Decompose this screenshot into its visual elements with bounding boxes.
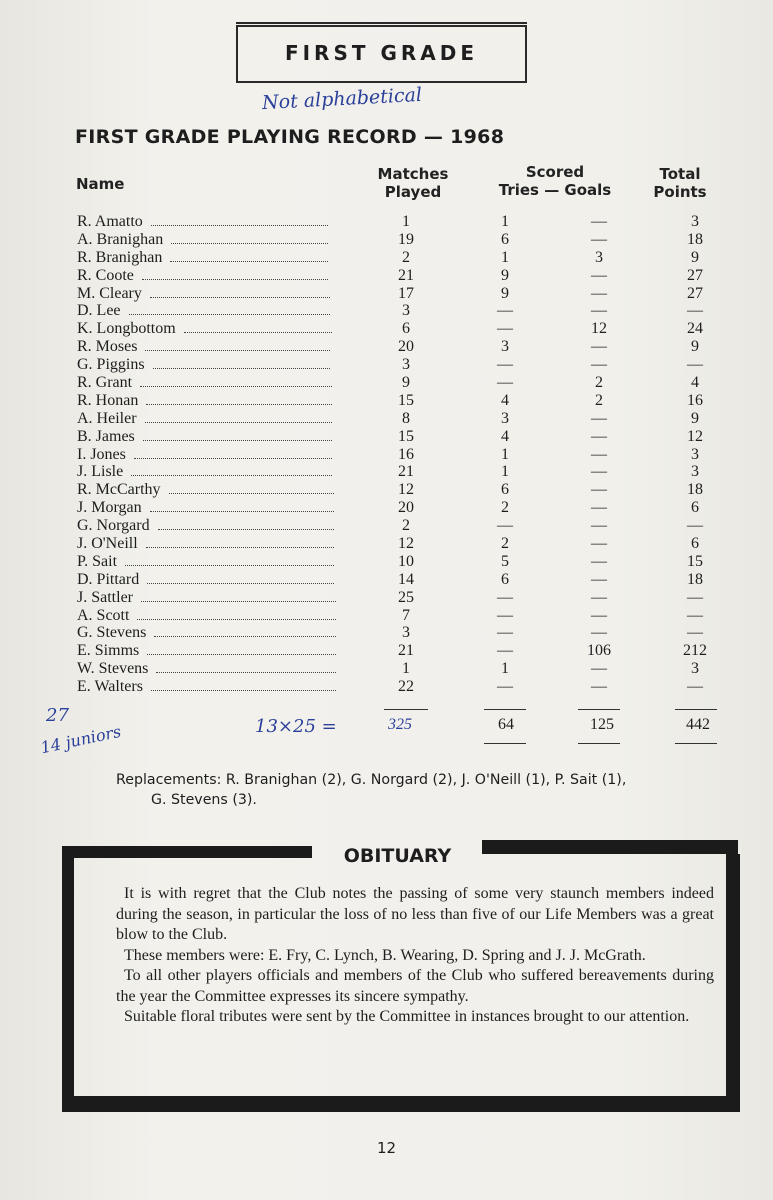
cell-matches: 3 (402, 356, 410, 374)
cell-tries: — (497, 320, 513, 338)
record-title: FIRST GRADE PLAYING RECORD — 1968 (75, 126, 505, 148)
cell-matches: 6 (402, 320, 410, 338)
cell-tries: 1 (501, 248, 509, 266)
replacements-line2: G. Stevens (3). (151, 792, 257, 808)
player-name: D. Lee (77, 302, 121, 320)
total-underline-goals (578, 743, 620, 744)
leader-dots (151, 690, 336, 691)
table-row (0, 374, 773, 392)
cell-goals: — (591, 517, 607, 535)
cell-matches: 1 (402, 660, 410, 678)
cell-goals: — (591, 284, 607, 302)
handwritten-annotation-top: Not alphabetical (261, 83, 423, 115)
table-row (0, 410, 773, 428)
player-name: R. McCarthy (77, 481, 161, 499)
total-rule-goals (578, 709, 620, 710)
obituary-border-left (62, 858, 74, 1098)
cell-goals: — (591, 266, 607, 284)
cell-matches: 7 (402, 606, 410, 624)
obituary-text (116, 884, 714, 1028)
leader-dots (150, 297, 330, 298)
cell-points: 9 (691, 248, 699, 266)
total-underline-points (675, 743, 717, 744)
cell-tries: — (497, 374, 513, 392)
cell-matches: 3 (402, 302, 410, 320)
player-name: B. James (77, 427, 135, 445)
cell-goals: — (591, 588, 607, 606)
cell-points: 27 (687, 266, 703, 284)
player-name: J. Sattler (77, 588, 133, 606)
player-name: D. Pittard (77, 570, 140, 588)
cell-goals: — (591, 660, 607, 678)
cell-tries: — (497, 642, 513, 660)
obituary-bar-left (62, 846, 312, 858)
cell-matches: 9 (402, 374, 410, 392)
cell-tries: 1 (501, 213, 509, 230)
total-tries: 64 (498, 716, 514, 733)
column-header-matches (370, 165, 456, 201)
cell-matches: 20 (398, 499, 414, 517)
leader-dots (131, 475, 332, 476)
leader-dots (158, 529, 334, 530)
table-row (0, 535, 773, 553)
cell-points: 3 (691, 660, 699, 678)
player-name: P. Sait (77, 552, 118, 570)
total-rule-tries (484, 709, 526, 710)
leader-dots (154, 636, 336, 637)
table-row (0, 249, 773, 267)
cell-points: 16 (687, 391, 703, 409)
column-header-matches-line1: Matches (377, 165, 449, 183)
player-name: R. Branighan (77, 248, 163, 266)
cell-points: 9 (691, 338, 699, 356)
player-name: W. Stevens (77, 660, 149, 678)
leader-dots (169, 493, 334, 494)
cell-points: 18 (687, 570, 703, 588)
cell-tries: — (497, 588, 513, 606)
cell-points: 6 (691, 499, 699, 517)
cell-tries: 6 (501, 230, 509, 248)
cell-points: 12 (687, 427, 703, 445)
leader-dots (145, 350, 330, 351)
cell-points: 27 (687, 284, 703, 302)
table-row (0, 571, 773, 589)
player-name: R. Coote (77, 266, 134, 284)
cell-goals: — (591, 356, 607, 374)
cell-goals: — (591, 678, 607, 696)
column-header-total-line1: Total (659, 165, 701, 183)
cell-matches: 25 (398, 588, 414, 606)
total-matches: 325 (388, 716, 412, 733)
cell-tries: 3 (501, 338, 509, 356)
player-name: E. Simms (77, 642, 140, 660)
leader-dots (143, 440, 332, 441)
leader-dots (171, 243, 328, 244)
cell-points: 18 (687, 230, 703, 248)
cell-matches: 20 (398, 338, 414, 356)
player-name: R. Moses (77, 338, 138, 356)
leader-dots (170, 261, 328, 262)
cell-matches: 8 (402, 409, 410, 427)
cell-tries: 5 (501, 552, 509, 570)
cell-goals: 2 (595, 374, 603, 392)
player-name: I. Jones (77, 445, 126, 463)
player-name: R. Grant (77, 374, 133, 392)
handwritten-count: 27 (46, 705, 69, 726)
replacements-note (116, 770, 716, 810)
leader-dots (146, 404, 332, 405)
player-name: J. O'Neill (77, 535, 138, 553)
table-row (0, 267, 773, 285)
cell-matches: 21 (398, 463, 414, 481)
leader-dots (153, 368, 330, 369)
cell-goals: — (591, 302, 607, 320)
cell-matches: 21 (398, 266, 414, 284)
handwritten-formula: 13×25 = (255, 716, 337, 737)
table-row (0, 428, 773, 446)
cell-matches: 2 (402, 248, 410, 266)
total-rule-points (675, 709, 717, 710)
cell-tries: — (497, 624, 513, 642)
obituary-border-right (726, 854, 740, 1096)
header-title: FIRST GRADE (284, 41, 479, 65)
player-name: M. Cleary (77, 284, 142, 302)
cell-points: 4 (691, 374, 699, 392)
obituary-paragraph-4: Suitable floral tributes were sent by the Committee in instances brought to our attention. (124, 1008, 690, 1025)
cell-goals: — (591, 481, 607, 499)
cell-points: 3 (691, 213, 699, 230)
table-row (0, 481, 773, 499)
table-row (0, 338, 773, 356)
table-row (0, 624, 773, 642)
table-row (0, 213, 773, 231)
cell-tries: 1 (501, 445, 509, 463)
table-row (0, 678, 773, 696)
table-row (0, 499, 773, 517)
cell-matches: 22 (398, 678, 414, 696)
cell-goals: — (591, 570, 607, 588)
player-name: R. Honan (77, 391, 139, 409)
leader-dots (140, 386, 332, 387)
cell-goals: — (591, 624, 607, 642)
column-header-scored (480, 163, 630, 199)
cell-goals: — (591, 427, 607, 445)
cell-tries: 1 (501, 660, 509, 678)
table-row (0, 392, 773, 410)
cell-tries: 4 (501, 427, 509, 445)
table-row (0, 463, 773, 481)
obituary-paragraph-2: These members were: E. Fry, C. Lynch, B. Wearing, D. Spring and J. J. McGrath. (124, 946, 646, 964)
replacements-line1: Replacements: R. Branighan (2), G. Norgard (2), J. O'Neill (1), P. Sait (1), (116, 772, 627, 788)
cell-points: — (687, 624, 703, 642)
cell-tries: 4 (501, 391, 509, 409)
cell-tries: 2 (501, 535, 509, 553)
player-name: K. Longbottom (77, 320, 176, 338)
cell-tries: 2 (501, 499, 509, 517)
leader-dots (151, 225, 328, 226)
cell-points: 9 (691, 409, 699, 427)
cell-goals: — (591, 463, 607, 481)
leader-dots (156, 672, 336, 673)
cell-matches: 15 (398, 391, 414, 409)
cell-tries: 1 (501, 463, 509, 481)
cell-goals: — (591, 606, 607, 624)
cell-goals: — (591, 535, 607, 553)
cell-tries: — (497, 606, 513, 624)
cell-goals: 12 (591, 320, 607, 338)
cell-matches: 3 (402, 624, 410, 642)
leader-dots (129, 314, 330, 315)
leader-dots (145, 422, 332, 423)
table-row (0, 517, 773, 535)
playing-record-table (0, 213, 773, 696)
column-header-matches-line2: Played (384, 183, 442, 201)
cell-tries: 9 (501, 266, 509, 284)
leader-dots (146, 547, 334, 548)
leader-dots (125, 565, 334, 566)
player-name: E. Walters (77, 678, 143, 696)
leader-dots (137, 619, 336, 620)
header-box (236, 25, 527, 83)
table-row (0, 302, 773, 320)
cell-matches: 12 (398, 481, 414, 499)
player-name: J. Lisle (77, 463, 124, 481)
table-row (0, 607, 773, 625)
cell-points: 3 (691, 445, 699, 463)
leader-dots (134, 458, 332, 459)
column-header-tries-goals: Tries — Goals (498, 181, 612, 199)
leader-dots (142, 279, 328, 280)
obituary-paragraph-1: It is with regret that the Club notes the passing of some very staunch members indeed during the season, in particular the loss of no less than five of our Life Members was a great blow to the Club. (116, 885, 714, 943)
player-name: G. Piggins (77, 356, 145, 374)
cell-points: — (687, 356, 703, 374)
cell-points: 15 (687, 552, 703, 570)
page-number: 12 (376, 1139, 397, 1157)
obituary-paragraph-3: To all other players officials and members of the Club who suffered bereavements during the year the Committee expresses its sincere sympathy. (116, 967, 714, 1005)
cell-points: 24 (687, 320, 703, 338)
player-name: A. Heiler (77, 409, 137, 427)
player-name: G. Norgard (77, 517, 150, 535)
cell-matches: 1 (402, 213, 410, 230)
total-goals: 125 (590, 716, 614, 733)
cell-tries: 3 (501, 409, 509, 427)
leader-dots (141, 601, 336, 602)
leader-dots (150, 511, 334, 512)
table-row (0, 231, 773, 249)
cell-goals: 3 (595, 248, 603, 266)
cell-tries: — (497, 678, 513, 696)
cell-goals: 106 (587, 642, 611, 660)
cell-points: 18 (687, 481, 703, 499)
cell-matches: 19 (398, 230, 414, 248)
table-row (0, 446, 773, 464)
cell-goals: — (591, 230, 607, 248)
cell-goals: — (591, 409, 607, 427)
total-underline-tries (484, 743, 526, 744)
cell-matches: 16 (398, 445, 414, 463)
leader-dots (147, 583, 334, 584)
cell-goals: — (591, 499, 607, 517)
cell-matches: 14 (398, 570, 414, 588)
cell-tries: — (497, 302, 513, 320)
cell-matches: 15 (398, 427, 414, 445)
leader-dots (184, 332, 332, 333)
cell-matches: 21 (398, 642, 414, 660)
total-points: 442 (686, 716, 710, 733)
table-row (0, 320, 773, 338)
cell-goals: — (591, 552, 607, 570)
column-header-scored-line1: Scored (525, 163, 585, 181)
cell-points: — (687, 678, 703, 696)
cell-tries: — (497, 517, 513, 535)
cell-points: 212 (683, 642, 707, 660)
table-row (0, 589, 773, 607)
cell-goals: 2 (595, 391, 603, 409)
column-header-name: Name (76, 175, 125, 193)
cell-matches: 10 (398, 552, 414, 570)
player-name: A. Scott (77, 606, 130, 624)
column-header-total-line2: Points (653, 183, 707, 201)
cell-points: — (687, 302, 703, 320)
column-header-total (645, 165, 715, 201)
table-row (0, 642, 773, 660)
cell-goals: — (591, 445, 607, 463)
cell-tries: 6 (501, 481, 509, 499)
cell-points: — (687, 606, 703, 624)
table-row (0, 553, 773, 571)
cell-matches: 17 (398, 284, 414, 302)
leader-dots (147, 654, 336, 655)
obituary-border-bottom (62, 1096, 740, 1112)
cell-points: 6 (691, 535, 699, 553)
handwritten-juniors: 14 juniors (38, 721, 123, 758)
total-rule-matches (384, 709, 428, 710)
player-name: G. Stevens (77, 624, 147, 642)
cell-tries: 9 (501, 284, 509, 302)
player-name: J. Morgan (77, 499, 142, 517)
cell-tries: — (497, 356, 513, 374)
obituary-title: OBITUARY (343, 845, 452, 867)
cell-points: — (687, 517, 703, 535)
cell-goals: — (591, 338, 607, 356)
player-name: A. Branighan (77, 230, 164, 248)
table-row (0, 660, 773, 678)
cell-goals: — (591, 213, 607, 230)
table-row (0, 356, 773, 374)
cell-points: — (687, 588, 703, 606)
cell-matches: 12 (398, 535, 414, 553)
cell-points: 3 (691, 463, 699, 481)
obituary-bar-right (482, 840, 738, 854)
cell-tries: 6 (501, 570, 509, 588)
player-name: R. Amatto (77, 213, 143, 230)
table-row (0, 285, 773, 303)
cell-matches: 2 (402, 517, 410, 535)
